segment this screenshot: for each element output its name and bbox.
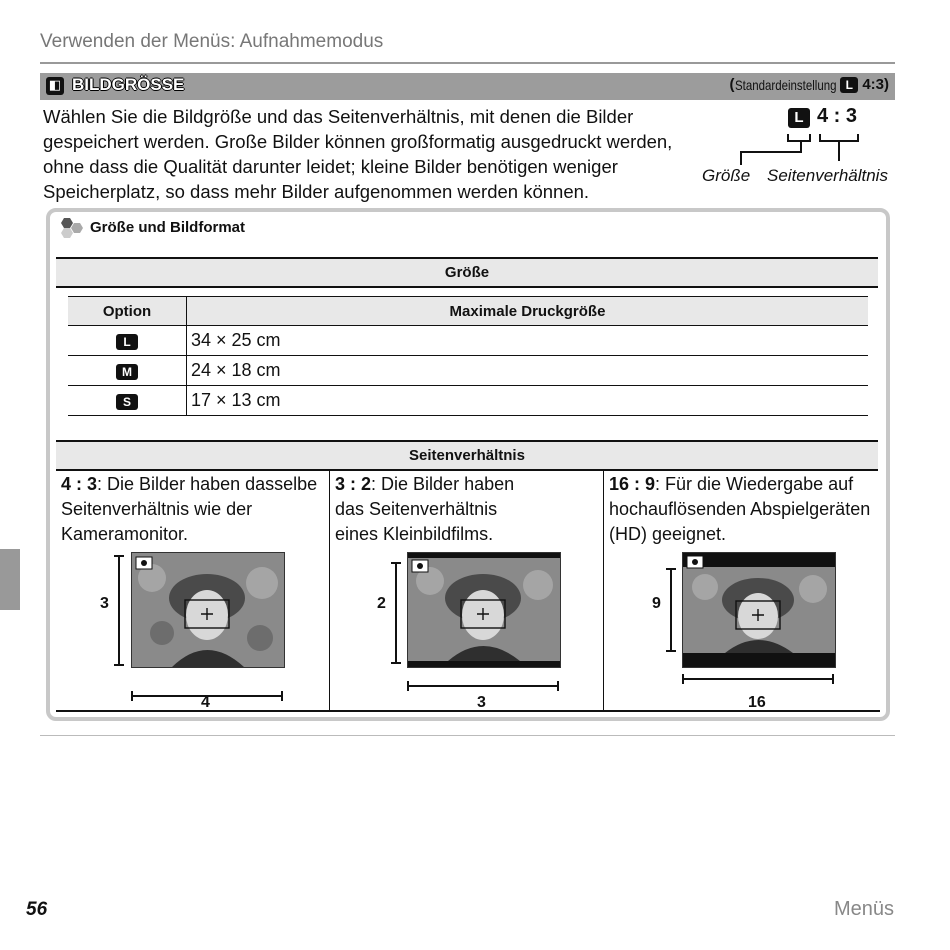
ratio-description: : Die Bilder haben das Seitenverhältnis eines Kleinbildfilms. <box>335 474 515 544</box>
col-print-header: Maximale Druckgröße <box>187 297 869 326</box>
table-row <box>68 356 868 386</box>
diagram-ratio: 4 : 3 <box>817 105 858 127</box>
height-indicator <box>395 562 397 664</box>
intro-paragraph: Wählen Sie die Bildgröße und das Seitenverhältnis, mit denen die Bilder gespeichert werden. Große Bilder können großformatig ausgedruckt werden, ohne dass die Qualität darunter leidet; kleine Bilder benötigen weniger Speicherplatz, so dass mehr Bilder aufgenommen werden können. <box>43 106 673 202</box>
ratio-column-16-9 <box>603 470 881 710</box>
portrait-photo-placeholder <box>683 553 835 667</box>
table-header-row <box>68 297 868 326</box>
section-heading-bar <box>40 73 895 100</box>
size-l-badge: L <box>116 334 138 350</box>
sample-photo-16-9 <box>682 552 836 668</box>
default-close-paren: ) <box>884 76 889 93</box>
size-ratio-diagram <box>700 103 900 193</box>
width-label: 4 <box>201 694 210 711</box>
sample-photo-4-3 <box>131 552 285 668</box>
ratio-label: 4 : 3 <box>61 474 98 494</box>
col-option-header: Option <box>68 297 187 326</box>
size-band: Größe <box>56 257 878 288</box>
default-setting-label: Standardeinstellung <box>734 76 837 93</box>
height-indicator <box>670 568 672 652</box>
portrait-photo-placeholder <box>408 553 560 667</box>
header-divider <box>40 62 895 64</box>
height-label: 9 <box>652 595 661 612</box>
height-indicator <box>118 555 120 666</box>
print-size-table <box>68 296 868 416</box>
footer-divider <box>40 735 895 736</box>
width-label: 16 <box>748 694 766 711</box>
ratio-label: 16 : 9 <box>609 474 656 494</box>
diagram-connector-lines <box>700 103 900 165</box>
size-l-badge: L <box>788 108 810 128</box>
menu-camera-icon: ◧ <box>46 77 64 95</box>
size-l-badge: L <box>840 77 858 93</box>
page-header-title: Verwenden der Menüs: Aufnahmemodus <box>40 31 384 52</box>
default-setting-value: 4:3 <box>862 76 884 93</box>
info-box <box>46 208 890 721</box>
default-open-paren: ( <box>729 76 735 93</box>
default-setting <box>730 76 889 93</box>
width-label: 3 <box>477 694 486 711</box>
portrait-photo-placeholder <box>132 553 284 667</box>
size-m-badge: M <box>116 364 138 380</box>
width-indicator <box>682 678 834 680</box>
sample-photo-3-2 <box>407 552 561 668</box>
aspect-ratio-columns <box>56 470 880 712</box>
footer-section-name: Menüs <box>833 898 894 920</box>
print-size-cell: 34 × 25 cm <box>187 326 869 356</box>
ratio-column-4-3 <box>56 470 329 710</box>
ratio-band: Seitenverhältnis <box>56 440 878 471</box>
print-size-cell: 17 × 13 cm <box>187 386 869 416</box>
size-s-badge: S <box>116 394 138 410</box>
diagram-label-ratio: Seitenverhältnis <box>767 166 888 185</box>
height-label: 3 <box>100 595 109 612</box>
print-size-cell: 24 × 18 cm <box>187 356 869 386</box>
ratio-description: : Die Bilder haben dasselbe Seitenverhältnis wie der Kameramonitor. <box>61 474 318 544</box>
table-row <box>68 386 868 416</box>
table-row <box>68 326 868 356</box>
width-indicator <box>407 685 559 687</box>
diagram-label-size: Größe <box>702 166 751 185</box>
ratio-label: 3 : 2 <box>335 474 372 494</box>
page-number: 56 <box>26 899 48 920</box>
tips-icon <box>58 216 86 240</box>
chapter-side-tab <box>0 549 20 610</box>
infobox-title: Größe und Bildformat <box>90 219 245 236</box>
ratio-column-3-2 <box>329 470 604 710</box>
ratio-description: : Für die Wiedergabe auf hochauflösenden Abspielgeräten (HD) geeignet. <box>609 474 871 544</box>
section-title: BILDGRÖSSE <box>72 75 185 94</box>
height-label: 2 <box>377 595 386 612</box>
